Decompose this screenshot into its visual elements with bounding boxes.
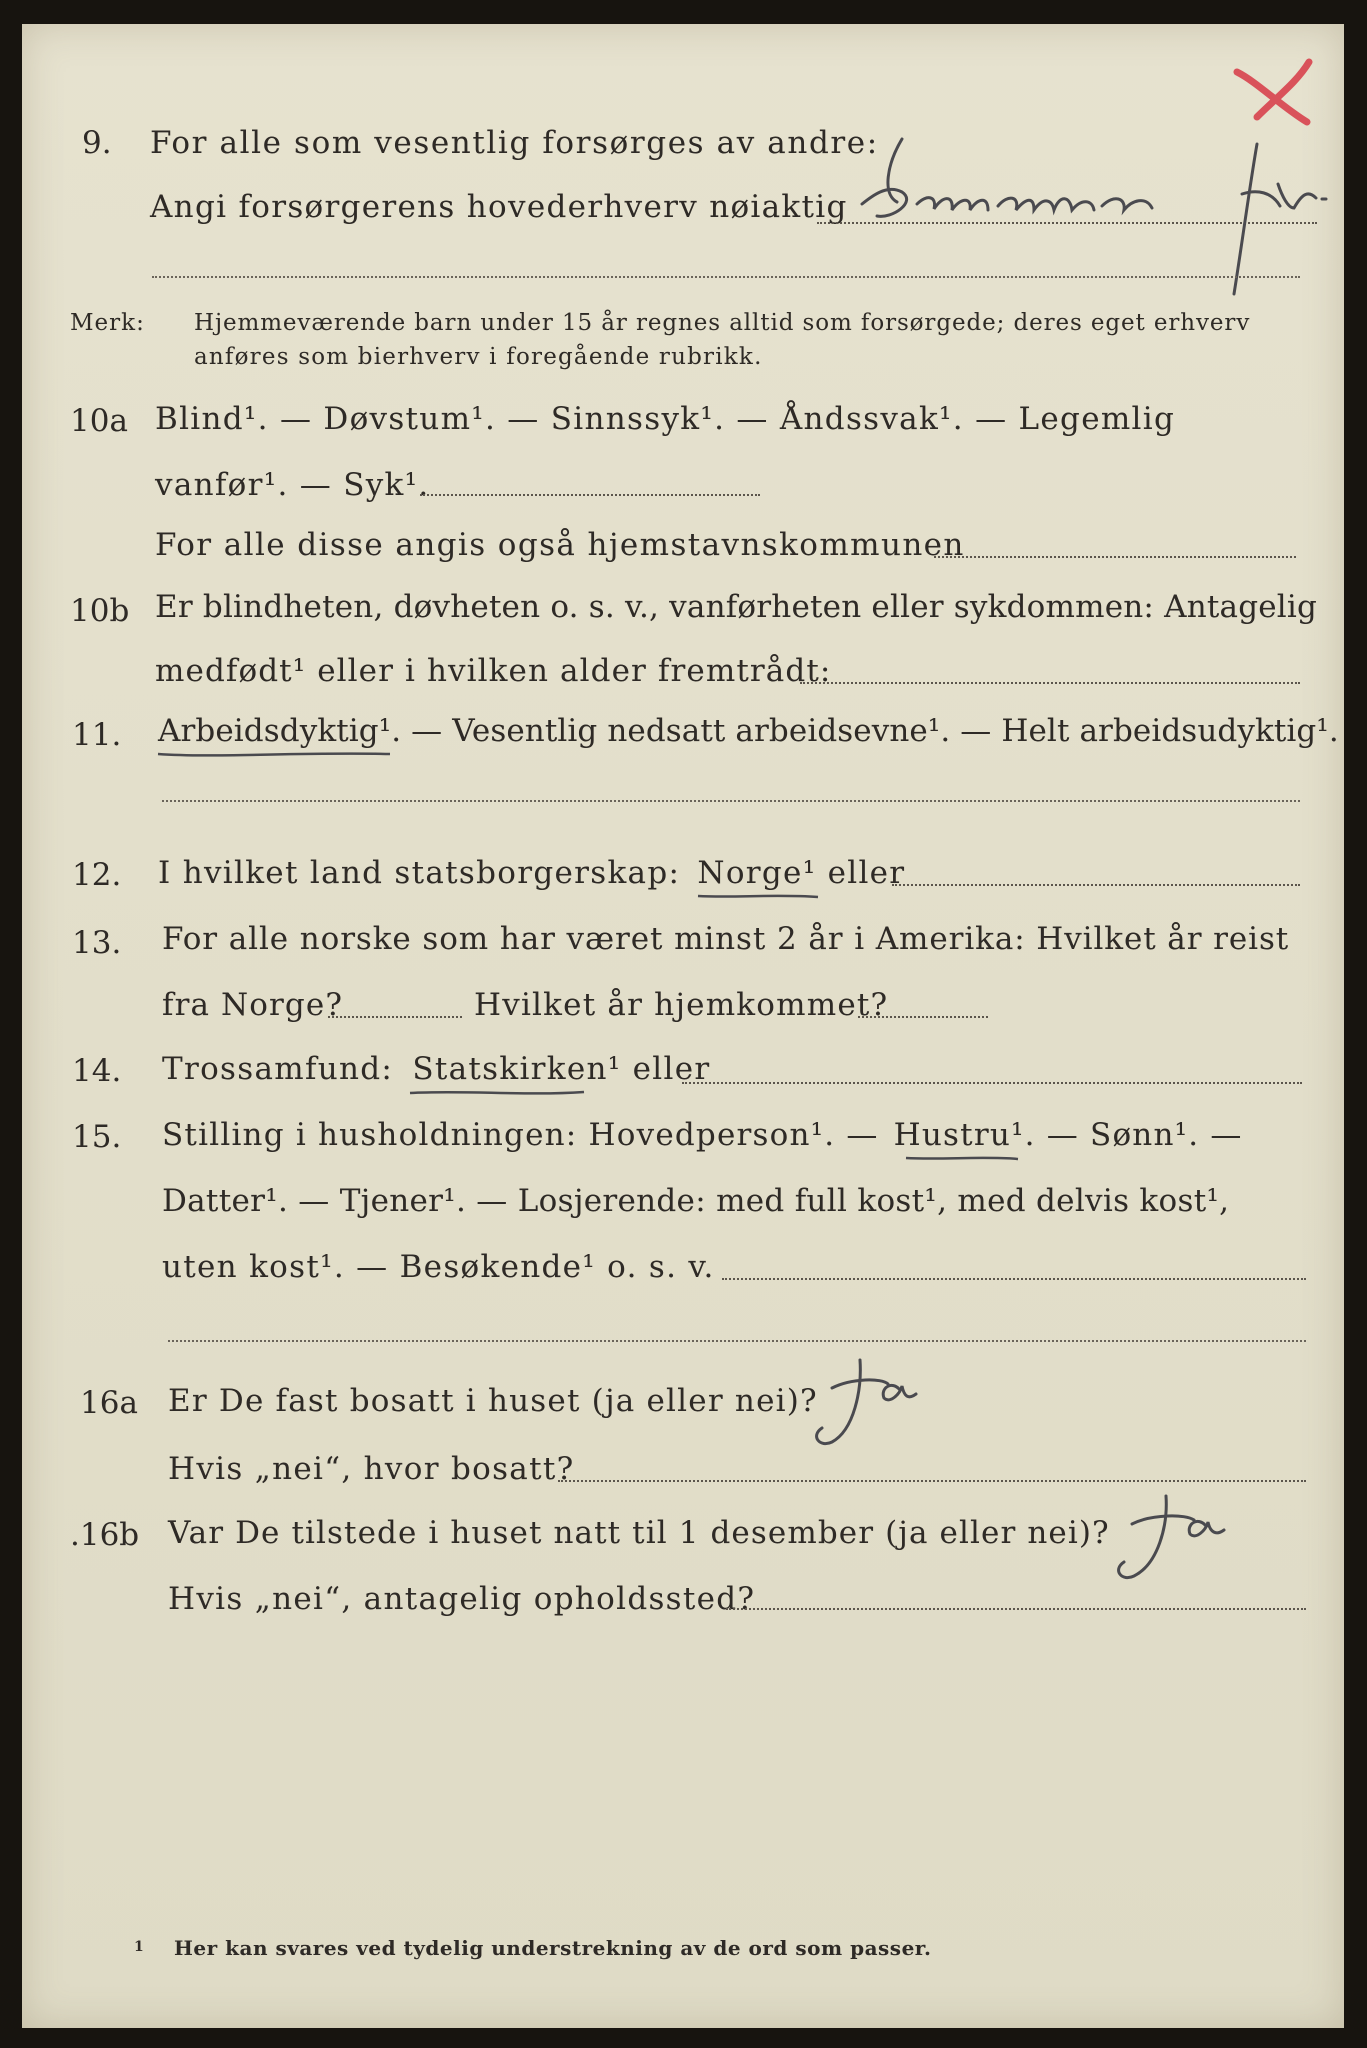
q9-number: 9. xyxy=(82,125,112,161)
q14-selected-statskirken: Statskirken xyxy=(412,1051,608,1087)
q11-number: 11. xyxy=(72,717,122,753)
q12-answer-line xyxy=(892,884,1300,886)
footnote-mark: 1 xyxy=(134,1939,145,1955)
note-line2: anføres som bierhverv i foregående rubrikk. xyxy=(194,344,763,370)
q14-answer-line xyxy=(682,1082,1302,1084)
q15-separator xyxy=(168,1340,1306,1342)
q16b-opholdssted-line xyxy=(726,1608,1306,1610)
q12-number: 12. xyxy=(72,857,122,893)
q10a-line3: For alle disse angis også hjemstavnskommunen xyxy=(155,527,965,563)
q16a-line2: Hvis „nei“, hvor bosatt? xyxy=(168,1451,575,1487)
q11-line xyxy=(158,713,1339,749)
q12-selected-norge: Norge xyxy=(697,855,803,891)
q16a-handwritten-ja xyxy=(792,1350,962,1460)
q16a-line1: Er De fast bosatt i huset (ja eller nei)? xyxy=(168,1383,818,1419)
q9-line2: Angi forsørgerens hovederhverv nøiaktig xyxy=(150,189,848,225)
q12-prefix: I hvilket land statsborgerskap: xyxy=(158,855,681,891)
q10a-kommune-line xyxy=(934,556,1296,558)
q15-underline-mark xyxy=(902,1150,1042,1170)
q15-line3: uten kost¹. — Besøkende¹ o. s. v. xyxy=(162,1249,715,1285)
q15-line2: Datter¹. — Tjener¹. — Losjerende: med full kost¹, med delvis kost¹, xyxy=(162,1183,1230,1219)
q16a-bosatt-line xyxy=(558,1480,1306,1482)
q15-answer-line xyxy=(722,1278,1306,1280)
q13-hjem-line xyxy=(858,1016,988,1018)
q13-reist-line xyxy=(328,1016,462,1018)
q11-rest: . — Vesentlig nedsatt arbeidsevne¹. — Helt arbeidsudyktig¹. xyxy=(391,713,1339,749)
q10a-line1: Blind¹. — Døvstum¹. — Sinnssyk¹. — Åndssvak¹. — Legemlig xyxy=(155,401,1176,437)
q15-line1 xyxy=(162,1117,1243,1153)
q9-line1: For alle som vesentlig forsørges av andre: xyxy=(150,125,879,161)
q11-underline-mark xyxy=(154,746,404,766)
q10b-number: 10b xyxy=(70,593,130,629)
q11-separator xyxy=(162,800,1300,802)
q15-line1b: ¹. — Sønn¹. — xyxy=(1011,1117,1243,1153)
q14-prefix: Trossamfund: xyxy=(162,1051,394,1087)
q12-suffix: ¹ eller xyxy=(802,855,906,891)
q12-underline-mark xyxy=(694,888,834,908)
q16a-number: 16a xyxy=(80,1385,138,1421)
q13-line2a: fra Norge? xyxy=(162,987,344,1023)
note-line1: Hjemmeværende barn under 15 år regnes alltid som forsørgede; deres eget erhverv xyxy=(194,310,1251,336)
q9-separator xyxy=(152,276,1300,278)
q16b-number: .16b xyxy=(70,1517,140,1553)
q10b-line1: Er blindheten, døvheten o. s. v., vanførheten eller sykdommen: Antagelig xyxy=(155,589,1318,625)
q16b-line2: Hvis „nei“, antagelig opholdssted? xyxy=(168,1581,756,1617)
q10a-line2: vanfør¹. — Syk¹. xyxy=(155,467,430,503)
census-form-page xyxy=(22,24,1344,2028)
red-cross-mark xyxy=(1227,52,1327,132)
q13-number: 13. xyxy=(72,925,122,961)
q15-selected-hustru: Hustru xyxy=(893,1117,1012,1153)
q10b-answer-line xyxy=(800,682,1300,684)
q12-line xyxy=(158,855,906,891)
q15-line1a: Stilling i husholdningen: Hovedperson¹. — xyxy=(162,1117,879,1153)
q13-line2b: Hvilket år hjemkommet? xyxy=(474,987,889,1023)
q15-number: 15. xyxy=(72,1119,122,1155)
q14-underline-mark xyxy=(406,1084,606,1104)
q14-line xyxy=(162,1051,711,1087)
q11-option-arbeidsdyktig: Arbeidsdyktig xyxy=(158,713,379,749)
q14-suffix: ¹ eller xyxy=(607,1051,711,1087)
q14-number: 14. xyxy=(72,1053,122,1089)
q11-sup: ¹ xyxy=(378,713,392,749)
q13-line1: For alle norske som har været minst 2 år i Amerika: Hvilket år reist xyxy=(162,921,1290,957)
q16b-handwritten-ja xyxy=(1082,1490,1282,1600)
q16b-line1: Var De tilstede i huset natt til 1 desember (ja eller nei)? xyxy=(168,1515,1110,1551)
note-label: Merk: xyxy=(70,310,145,336)
q10a-number: 10a xyxy=(70,403,128,439)
q10a-syk-line xyxy=(420,494,760,496)
q10b-line2: medfødt¹ eller i hvilken alder fremtrådt: xyxy=(155,653,832,689)
footnote-text: Her kan svares ved tydelig understrekning av de ord som passer. xyxy=(174,1936,932,1960)
